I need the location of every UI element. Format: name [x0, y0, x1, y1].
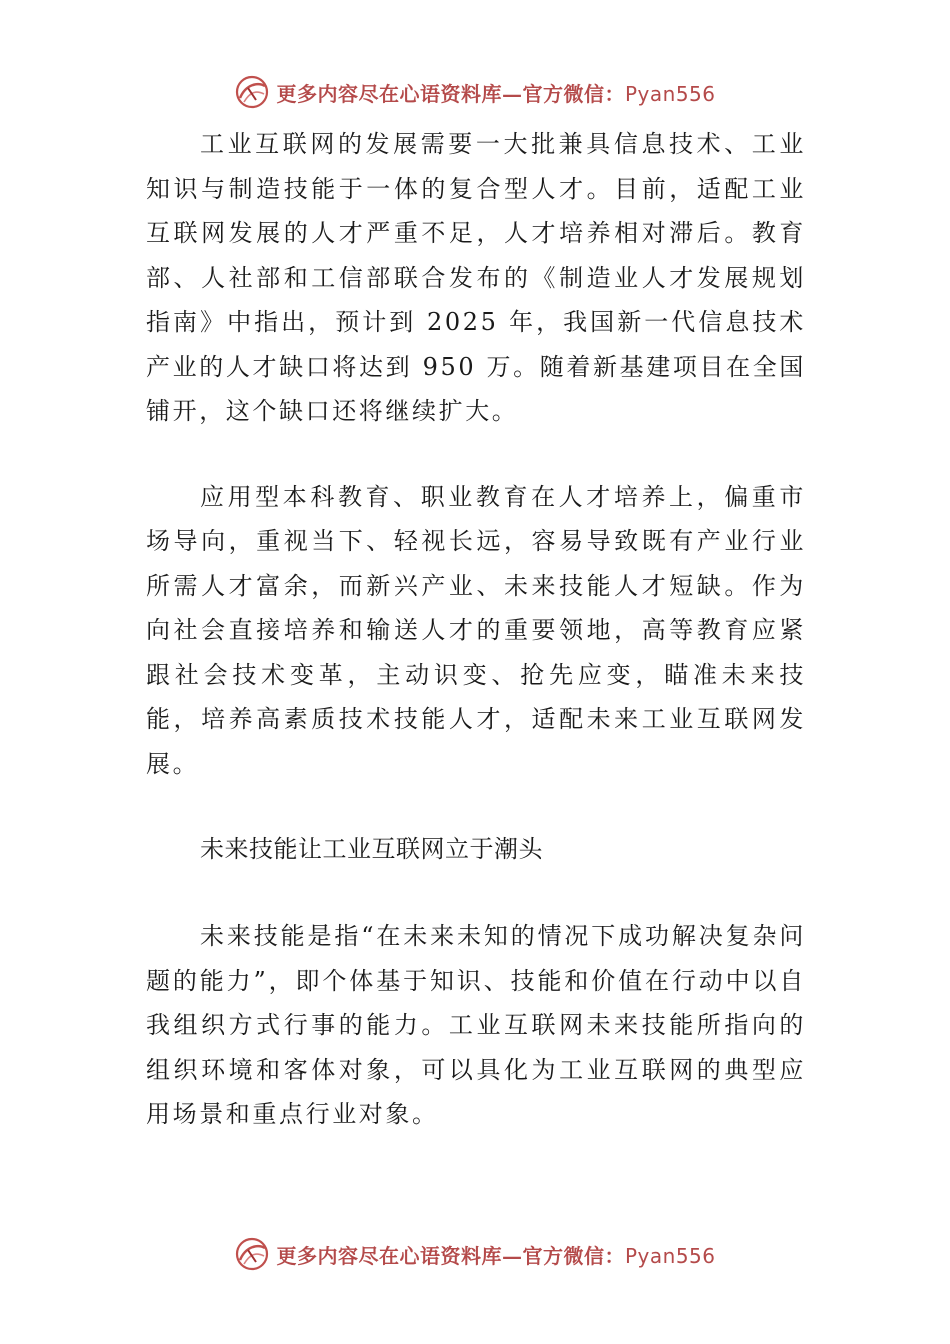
- header-watermark: [0, 70, 950, 114]
- watermark-text: 更多内容尽在心语资料库—官方微信：Pyan556: [276, 81, 716, 106]
- paragraph-1: 工业互联网的发展需要一大批兼具信息技术、工业知识与制造技能于一体的复合型人才。目前，适配工业互联网发展的人才严重不足，人才培养相对滞后。教育部、人社部和工信部联合发布的《制造业人才发展规划指南》中指出，预计到 2025 年，我国新一代信息技术产业的人才缺口将达到 950 万。随着新基建项目在全国铺开，这个缺口还将继续扩大。: [146, 130, 806, 425]
- paragraph-3: 未来技能是指“在未来未知的情况下成功解决复杂问题的能力”，即个体基于知识、技能和价值在行动中以自我组织方式行事的能力。工业互联网未来技能所指向的组织环境和客体对象，可以具化为工业互联网的典型应用场景和重点行业对象。: [146, 922, 806, 1128]
- article-body: [146, 122, 806, 1178]
- red-curved-logo-icon: [234, 1236, 270, 1272]
- red-curved-logo-icon: [234, 74, 270, 110]
- section-heading: 未来技能让工业互联网立于潮头: [200, 835, 543, 863]
- footer-watermark: [0, 1232, 950, 1276]
- watermark-text: 更多内容尽在心语资料库—官方微信：Pyan556: [276, 1243, 716, 1268]
- paragraph-2: 应用型本科教育、职业教育在人才培养上，偏重市场导向，重视当下、轻视长远，容易导致既有产业行业所需人才富余，而新兴产业、未来技能人才短缺。作为向社会直接培养和输送人才的重要领地，高等教育应紧跟社会技术变革，主动识变、抢先应变，瞄准未来技能，培养高素质技术技能人才，适配未来工业互联网发展。: [146, 482, 806, 778]
